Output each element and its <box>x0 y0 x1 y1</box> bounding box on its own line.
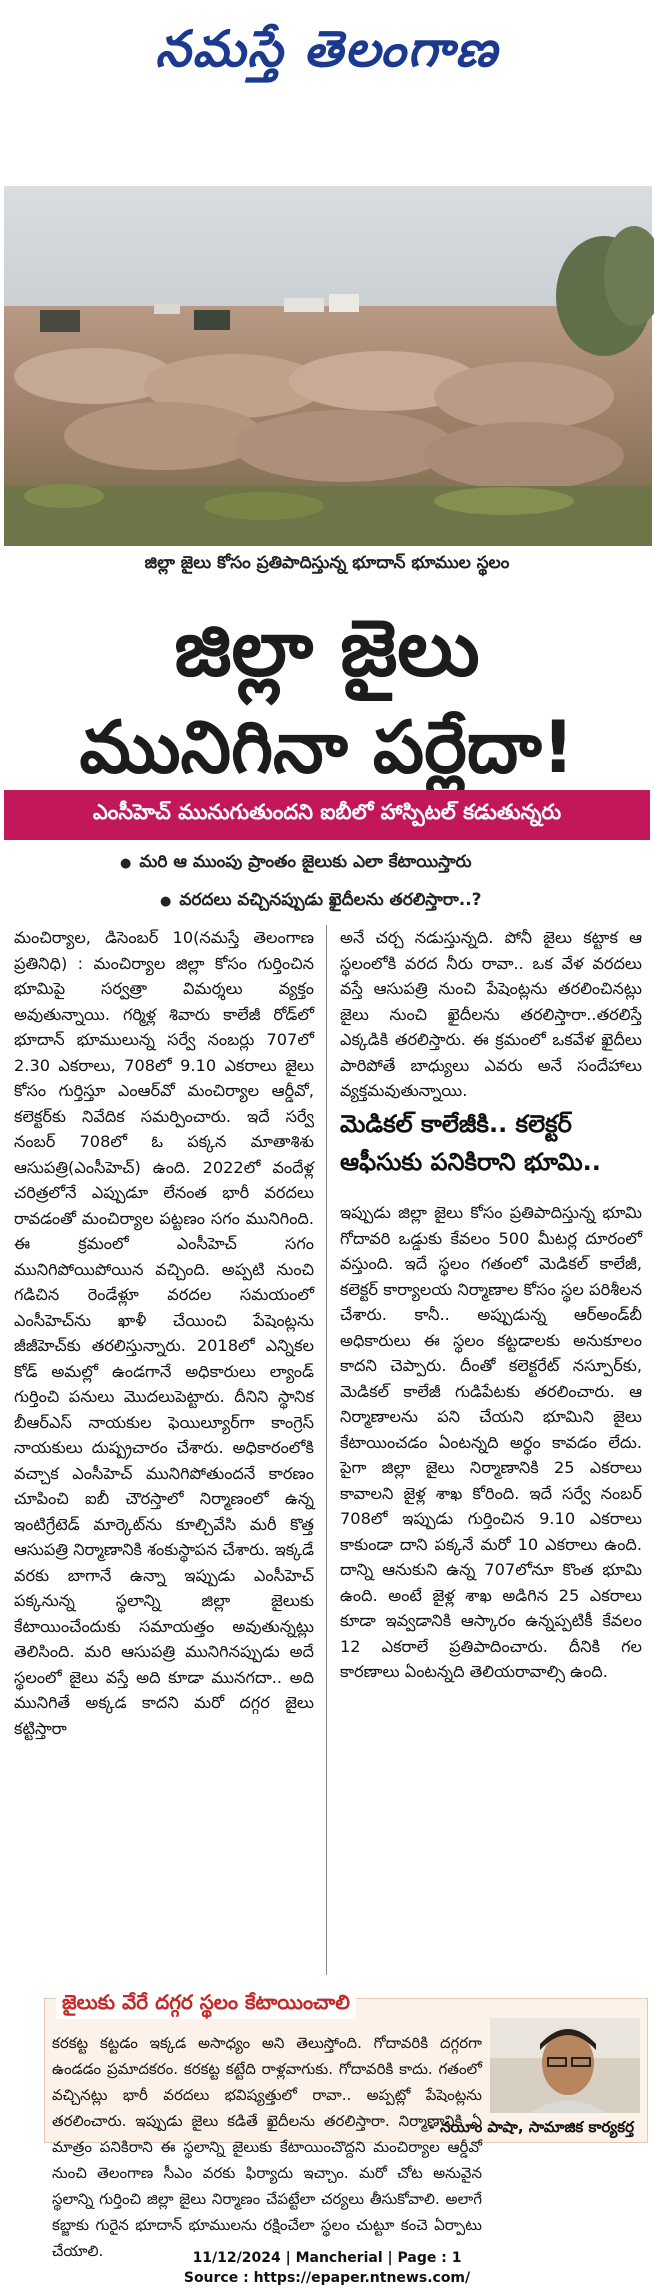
quote-signature: - నయీం పాషా, సామాజిక కార్యకర్త <box>428 2118 634 2136</box>
subheadline-text: ఎంసీహెచ్ మునుగుతుందని ఐబీలో హాస్పిటల్ కడుతున్నరు <box>92 800 562 824</box>
masthead-title: నమస్తే తెలంగాణ <box>155 19 499 78</box>
article-photo <box>4 186 652 546</box>
article-column-right-top: అనే చర్చ నడుస్తున్నది. పోనీ జైలు కట్టాక ఆ స్థలంలోకి వరద నీరు రావా.. ఒక వేళ వరదలు వస్తే ఆసుపత్రి నుంచి పేషెంట్లను తరలించినట్లు జైలు నుంచి ఖైదీలను తరలిస్తారా..తరలిస్తే ఎక్కడికి తరలిస్తారు. ఈ క్రమంలో ఒకవేళ ఖైదీలు పారిపోతే బాధ్యులు ఎవరు అనే సందేహాలు వ్యక్తమవుతున్నాయి. <box>340 928 642 1100</box>
footer-source: Source : https://epaper.ntnews.com/ <box>183 2270 471 2286</box>
headline <box>0 600 654 796</box>
article-column-right-bottom: ఇప్పుడు జిల్లా జైలు కోసం ప్రతిపాదిస్తున్న భూమి గోదావరి ఒడ్డుకు కేవలం 500 మీటర్ల దూరంలో వస్తుంది. ఇదే స్థలం గతంలో మెడికల్ కాలేజీ, కలెక్టర్ కార్యాలయ నిర్మాణాల కోసం స్థల పరిశీలన చేశారు. కానీ.. అప్పుడున్న ఆర్అండ్‌బీ అధికారులు ఈ స్థలం కట్టడాలకు అనుకూలం కాదని చెప్పారు. దీంతో కలెక్టరేట్ నస్పూర్‌కు, మెడికల్ కాలేజీ గుడిపేటకు తరలించారు. ఆ నిర్మాణాలను పని చేయని భూమిని జైలు కేటాయించడం ఏంటన్నది అర్థం కావడం లేదు. పైగా జిల్లా జైలు నిర్మాణానికి 25 ఎకరాలు కావాలని జైళ్ల శాఖ కోరింది. ఇదే సర్వే నంబర్ 708లో ఇప్పుడు గుర్తించిన 9.10 ఎకరాలు కాకుండా దాని పక్కనే మరో 10 ఎకరాలు ఉంది. దాన్ని ఆనుకుని ఉన్న 707లోనూ కొంత భూమి ఉంది. అంటే జైళ్ల శాఖ అడిగిన 25 ఎకరాలు కూడా ఇవ్వడానికి ఆస్కారం ఉన్నప్పటికీ కేవలం 12 ఎకరాలే ప్రతిపాదించారు. దీనికి గల కారణాలు ఏంటన్నది తెలియరావాల్సి ఉంది. <box>340 1203 642 1681</box>
footer-date-edition: 11/12/2024 | Mancherial | Page : 1 <box>192 2250 462 2266</box>
portrait-image <box>490 2018 640 2113</box>
column-divider <box>326 925 327 1975</box>
headline-line-1: జిల్లా జైలు <box>174 604 480 694</box>
section-subheading: మెడికల్ కాలేజీకి.. కలెక్టర్ ఆఫీసుకు పనికిరాని భూమి.. <box>340 1110 601 1176</box>
page-footer <box>0 2248 654 2288</box>
person-photo <box>490 2018 640 2113</box>
photo-caption: జిల్లా జైలు కోసం ప్రతిపాదిస్తున్న భూదాన్ భూముల స్థలం <box>144 553 510 573</box>
quote-heading: జైలుకు వేరే దగ్గర స్థలం కేటాయించాలి <box>56 1990 356 2019</box>
quote-body: కరకట్ట కట్టడం ఇక్కడ అసాధ్యం అని తెలుస్తోంది. గోదావరికి దగ్గరగా ఉండడం ప్రమాదకరం. కరకట్ట కట్టేది రాళ్లవాగుకు. గోదావరికి కాదు. గతంలో వచ్చినట్లు భారీ వరదలు భవిష్యత్తులో రావా.. అప్పట్లో పేషెంట్లను తరలించారు. ఇప్పుడు జైలు కడితే ఖైదీలను తరలిస్తారా. నిర్మాణానికి ఏ మాత్రం పనికిరాని ఈ స్థలాన్ని జైలుకు కేటాయించొద్దని మంచిర్యాల ఆర్డీవో నుంచి తెలంగాణ సీఎం వరకు ఫిర్యాదు ఇచ్చాం. మరో చోట అనువైన స్థలాన్ని గుర్తించి జిల్లా జైలు నిర్మాణం చేపట్టేలా చర్యలు తీసుకోవాలి. అలాగే కబ్జాకు గురైన భూదాన్ భూములను రక్షించేలా స్థలం చుట్టూ కంచె ఏర్పాటు చేయాలి. <box>52 2034 482 2260</box>
bullet-point: ● మరి ఆ ముంపు ప్రాంతం జైలుకు ఎలా కేటాయిస్తారు <box>120 852 472 876</box>
headline-line-2: మునిగినా పర్లేదా! <box>79 705 575 789</box>
landscape-image <box>4 186 652 546</box>
article-column-left: మంచిర్యాల, డిసెంబర్ 10(నమస్తే తెలంగాణ ప్రతినిధి) : మంచిర్యాల జిల్లా కోసం గుర్తించిన భూమిపై సర్వత్రా విమర్శలు వ్యక్తం అవుతున్నాయి. గర్మిళ్ల శివారు కాలేజీ రోడ్‌లో భూదాన్ భూములున్న సర్వే నంబర్లు 707లో 2.30 ఎకరాలు, 708లో 9.10 ఎకరాలు జైలు కోసం గుర్తిస్తూ ఎంఆర్‌వో మంచిర్యాల ఆర్డీవో, కలెక్టర్‌కు నివేదిక సమర్పించారు. ఇదే సర్వే నంబర్ 708లో ఓ పక్కన మాతాశిశు ఆసుపత్రి(ఎంసీహెచ్) ఉంది. 2022లో వందేళ్ల చరిత్రలోనే ఎప్పుడూ లేనంత భారీ వరదలు రావడంతో మంచిర్యాల పట్టణం సగం మునిగింది. ఈ క్రమంలో ఎంసీహెచ్ సగం మునిగిపోయిపోయిన వచ్చింది. అప్పటి నుంచి గడిచిన రెండేళ్లూ వరదల సమయంలో ఎంసీహెచ్‌ను ఖాళీ చేయించి పేషెంట్లను జీజీహెచ్‌కు తరలిస్తున్నారు. 2018లో ఎన్నికల కోడ్ అమల్లో ఉండగానే అధికారులు ల్యాండ్ గుర్తించి పనులు మొదలుపెట్టారు. దీనిని స్థానిక బీఆర్ఎస్ నాయకుల ఫెయిల్యూర్‌గా కాంగ్రెస్ నాయకులు దుష్ప్రచారం చేశారు. అధికారంలోకి వచ్చాక ఎంసీహెచ్ మునిగిపోతుందనే కారణం చూపించి ఐబీ చౌరస్తాలో నిర్మాణంలో ఉన్న ఇంటిగ్రేటెడ్ మార్కెట్‌ను కూల్చివేసి మరీ కొత్త ఆసుపత్రి నిర్మాణానికి శంకుస్థాపన చేశారు. ఇక్కడే వరకు బాగానే ఉన్నా ఇప్పుడు ఎంసీహెచ్ పక్కనున్న స్థలాన్ని జిల్లా జైలుకు కేటాయించేందుకు సమాయత్తం అవుతున్నట్లు తెలిసింది. మరి ఆసుపత్రి మునిగినప్పుడు అదే స్థలంలో జైలు వస్తే అది కూడా మునగదా.. అది మునిగితే అక్కడ కాదని మరో దగ్గర జైలు కట్టిస్తారా <box>14 928 314 1738</box>
bullet-point: ● వరదలు వచ్చినప్పుడు ఖైదీలను తరలిస్తారా..? <box>160 890 482 914</box>
masthead <box>0 0 654 110</box>
subheadline-band <box>4 790 650 840</box>
